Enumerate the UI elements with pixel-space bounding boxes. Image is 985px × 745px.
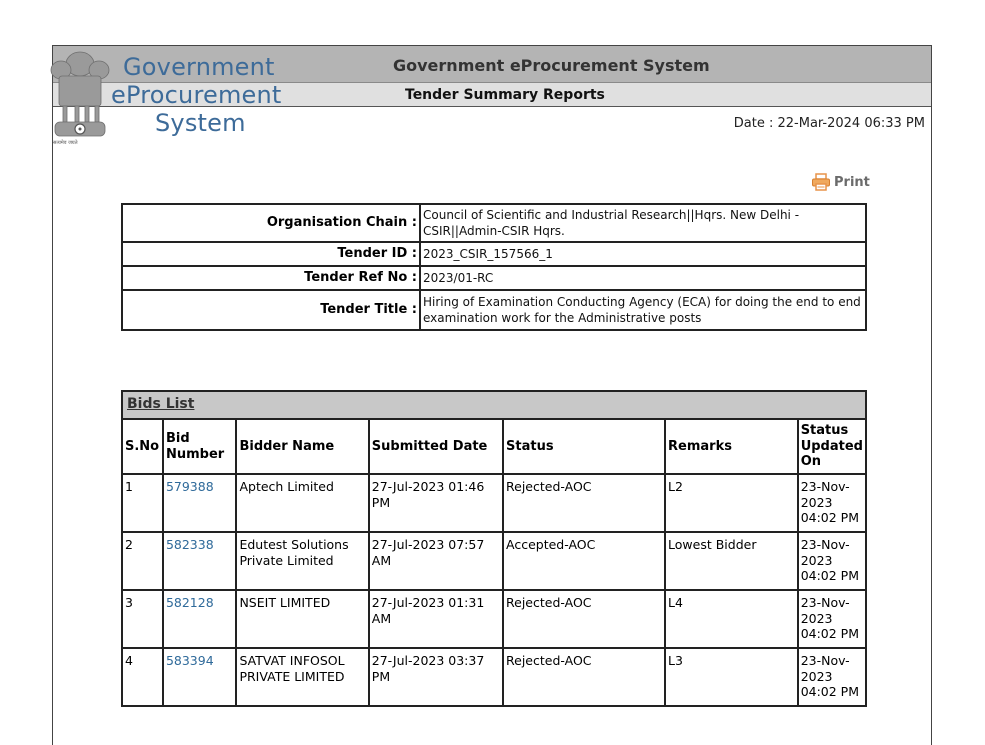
info-row-organisation-chain: [122, 204, 866, 242]
cell-bid-number: [163, 590, 237, 648]
cell-status-updated-on: 23-Nov-2023 04:02 PM: [798, 474, 866, 532]
table-row: [122, 474, 866, 532]
cell-status: Rejected-AOC: [503, 648, 665, 706]
cell-remarks: Lowest Bidder: [665, 532, 798, 590]
cell-bidder-name: NSEIT LIMITED: [236, 590, 368, 648]
info-label: Tender Ref No :: [122, 266, 420, 290]
table-row: [122, 648, 866, 706]
print-label: Print: [834, 174, 870, 190]
column-header-bidder-name: Bidder Name: [236, 419, 368, 474]
info-row-tender-ref-no: [122, 266, 866, 290]
info-value: 2023/01-RC: [420, 266, 866, 290]
system-title: Government eProcurement System: [393, 56, 710, 75]
bids-header-row: [122, 419, 866, 474]
cell-bidder-name: Aptech Limited: [236, 474, 368, 532]
info-label: Tender Title :: [122, 290, 420, 330]
cell-bidder-name: Edutest Solutions Private Limited: [236, 532, 368, 590]
tender-info-table: [121, 203, 867, 331]
info-value: Hiring of Examination Conducting Agency (ECA) for doing the end to end examination work for the Administrative posts: [420, 290, 866, 330]
cell-status: Rejected-AOC: [503, 474, 665, 532]
print-button[interactable]: [811, 173, 870, 191]
national-emblem-icon: [45, 46, 115, 150]
column-header-status: Status: [503, 419, 665, 474]
cell-status: Accepted-AOC: [503, 532, 665, 590]
info-row-tender-id: [122, 242, 866, 266]
cell-status-updated-on: 23-Nov-2023 04:02 PM: [798, 648, 866, 706]
cell-sno: 1: [122, 474, 163, 532]
bids-list-link[interactable]: Bids List: [127, 396, 195, 413]
cell-status: Rejected-AOC: [503, 590, 665, 648]
info-value: 2023_CSIR_157566_1: [420, 242, 866, 266]
logo-text-line-2: eProcurement: [111, 81, 282, 109]
column-header-sno: S.No: [122, 419, 163, 474]
cell-bid-number: [163, 532, 237, 590]
cell-sno: 3: [122, 590, 163, 648]
bid-number-link[interactable]: 582128: [165, 595, 214, 610]
info-label: Organisation Chain :: [122, 204, 420, 242]
cell-bid-number: [163, 474, 237, 532]
info-value: Council of Scientific and Industrial Research||Hqrs. New Delhi - CSIR||Admin-CSIR Hqrs.: [420, 204, 866, 242]
cell-bid-number: [163, 648, 237, 706]
bids-list-table: [121, 390, 867, 707]
cell-submitted-date: 27-Jul-2023 07:57 AM: [369, 532, 503, 590]
column-header-bid-number: Bid Number: [163, 419, 237, 474]
column-header-status-updated-on: Status Updated On: [798, 419, 866, 474]
bid-number-link[interactable]: 583394: [165, 653, 214, 668]
table-row: [122, 590, 866, 648]
column-header-submitted-date: Submitted Date: [369, 419, 503, 474]
cell-sno: 2: [122, 532, 163, 590]
cell-remarks: L3: [665, 648, 798, 706]
logo-text-line-1: Government: [123, 53, 275, 81]
info-row-tender-title: [122, 290, 866, 330]
report-page: [52, 45, 932, 745]
cell-status-updated-on: 23-Nov-2023 04:02 PM: [798, 532, 866, 590]
cell-submitted-date: 27-Jul-2023 01:46 PM: [369, 474, 503, 532]
cell-bidder-name: SATVAT INFOSOL PRIVATE LIMITED: [236, 648, 368, 706]
cell-remarks: L2: [665, 474, 798, 532]
bids-caption-row: [122, 391, 866, 419]
bid-number-link[interactable]: 582338: [165, 537, 214, 552]
report-title: Tender Summary Reports: [405, 87, 605, 103]
report-date: Date : 22-Mar-2024 06:33 PM: [733, 116, 925, 131]
column-header-remarks: Remarks: [665, 419, 798, 474]
cell-status-updated-on: 23-Nov-2023 04:02 PM: [798, 590, 866, 648]
bids-list-caption: [122, 391, 866, 419]
bid-number-link[interactable]: 579388: [165, 479, 214, 494]
cell-submitted-date: 27-Jul-2023 03:37 PM: [369, 648, 503, 706]
emblem-caption: सत्यमेव जयते: [53, 140, 78, 146]
cell-submitted-date: 27-Jul-2023 01:31 AM: [369, 590, 503, 648]
info-label: Tender ID :: [122, 242, 420, 266]
printer-icon: [811, 173, 831, 191]
cell-remarks: L4: [665, 590, 798, 648]
cell-sno: 4: [122, 648, 163, 706]
table-row: [122, 532, 866, 590]
logo-text-line-3: System: [155, 109, 246, 137]
